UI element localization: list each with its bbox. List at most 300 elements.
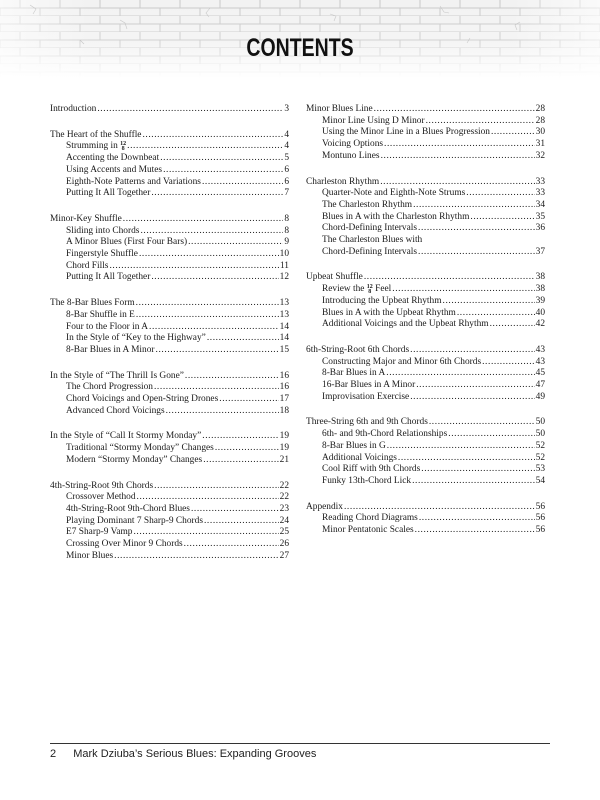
entry-text: Putting It All Together — [66, 188, 151, 199]
toc-page-number: 19 — [279, 431, 289, 442]
dot-leader — [466, 188, 534, 200]
entry-text: Montuno Lines — [322, 150, 380, 161]
dot-leader — [202, 431, 278, 443]
toc-page-number: 23 — [279, 503, 289, 514]
dot-leader — [203, 455, 278, 467]
dot-leader — [443, 296, 535, 308]
toc-page-number: 11 — [279, 260, 289, 271]
toc-page-number: 49 — [535, 391, 545, 402]
dot-leader — [151, 188, 283, 200]
toc-subentry[interactable] — [306, 380, 545, 392]
dot-leader — [166, 406, 279, 418]
dot-leader — [344, 502, 535, 514]
toc-page-number: 21 — [279, 454, 289, 465]
entry-text: 16-Bar Blues in A Minor — [322, 380, 416, 391]
toc-page-number: 27 — [279, 550, 289, 561]
entry-text: Fingerstyle Shuffle — [66, 249, 138, 260]
toc-chapter[interactable] — [306, 104, 545, 116]
toc-page-number: 4 — [284, 129, 289, 140]
toc-page-number: 9 — [284, 237, 289, 248]
dot-leader — [215, 443, 279, 455]
dot-leader — [416, 380, 534, 392]
toc-subentry[interactable] — [306, 319, 545, 331]
toc-chapter[interactable] — [306, 272, 545, 284]
toc-page-number: 24 — [279, 515, 289, 526]
dot-leader — [114, 551, 278, 563]
entry-text: Crossing Over Minor 9 Chords — [66, 539, 183, 550]
toc-page-number: 30 — [535, 127, 545, 138]
dot-leader — [139, 249, 279, 261]
dot-leader — [219, 394, 278, 406]
toc-section — [50, 214, 289, 284]
entry-text: Reading Chord Diagrams — [322, 513, 418, 524]
toc-page-number: 18 — [279, 405, 289, 416]
entry-text: Minor Blues — [66, 550, 114, 561]
toc-page-number: 8 — [284, 213, 289, 224]
toc-entry-title — [66, 406, 165, 418]
toc-subentry[interactable] — [306, 476, 545, 488]
toc-subentry[interactable] — [306, 188, 545, 200]
dot-leader — [470, 212, 534, 224]
toc-entry-title — [50, 481, 153, 493]
toc-entry-title — [66, 394, 218, 406]
dot-leader — [482, 357, 535, 369]
entry-text: Three-String 6th and 9th Chords — [306, 417, 428, 428]
toc-subentry[interactable] — [50, 153, 289, 165]
toc-entry-title — [322, 476, 411, 488]
dot-leader — [207, 333, 279, 345]
dot-leader — [412, 476, 535, 488]
toc-page-number: 26 — [279, 539, 289, 550]
toc-subentry[interactable] — [306, 392, 545, 404]
toc-subentry[interactable] — [50, 394, 289, 406]
toc-subentry[interactable] — [306, 296, 545, 308]
entry-text: Quarter-Note and Eighth-Note Strums — [322, 188, 466, 199]
toc-entry-title — [322, 188, 465, 200]
toc-subentry[interactable] — [50, 165, 289, 177]
footer-divider — [50, 743, 550, 744]
toc-page-number: 37 — [535, 246, 545, 257]
dot-leader — [109, 261, 279, 273]
toc-subentry[interactable] — [306, 212, 545, 224]
toc-page-number: 6 — [284, 176, 289, 187]
toc-entry-title — [322, 525, 414, 537]
entry-text: Chord Fills — [66, 260, 109, 271]
toc-section — [50, 298, 289, 357]
entry-text: In the Style of “Key to the Highway” — [66, 333, 206, 344]
toc-subentry[interactable] — [50, 527, 289, 539]
entry-text: Accenting the Downbeat — [66, 153, 160, 164]
toc-page-number: 53 — [535, 464, 545, 475]
dot-leader — [413, 200, 535, 212]
dot-leader — [163, 165, 283, 177]
toc-right-column — [306, 104, 545, 551]
toc-page-number: 13 — [279, 298, 289, 309]
dot-leader — [491, 127, 535, 139]
toc-entry-title — [306, 502, 343, 514]
dot-leader — [490, 319, 535, 331]
dot-leader — [156, 345, 279, 357]
entry-text: In the Style of “Call It Stormy Monday” — [50, 431, 202, 442]
toc-page-number: 36 — [535, 223, 545, 234]
toc-subentry[interactable] — [306, 525, 545, 537]
toc-section — [306, 345, 545, 404]
toc-page-number: 16 — [279, 382, 289, 393]
toc-subentry[interactable] — [50, 504, 289, 516]
dot-leader — [410, 392, 534, 404]
toc-subentry[interactable] — [306, 368, 545, 380]
toc-subentry[interactable] — [50, 539, 289, 551]
dot-leader — [136, 310, 279, 322]
toc-entry-title — [306, 104, 373, 116]
dot-leader — [387, 441, 535, 453]
toc-entry-title — [306, 345, 409, 357]
toc-entry-title: The Charleston Blues with — [322, 235, 423, 246]
toc-subentry[interactable] — [50, 443, 289, 455]
toc-entry-title — [50, 371, 184, 383]
toc-section — [306, 104, 545, 163]
toc-page-number: 13 — [279, 309, 289, 320]
entry-text: In the Style of “The Thrill Is Gone” — [50, 370, 184, 381]
toc-subentry[interactable] — [50, 177, 289, 189]
entry-text: Introducing the Upbeat Rhythm — [322, 295, 442, 306]
toc-chapter[interactable] — [50, 214, 289, 226]
entry-text: Voicing Options — [322, 139, 384, 150]
dot-leader — [419, 513, 535, 525]
toc-page-number: 40 — [535, 307, 545, 318]
entry-text: Putting It All Together — [66, 272, 151, 283]
toc-entry-title — [322, 357, 481, 369]
entry-text: Additional Voicings — [322, 452, 397, 463]
toc-entry-title — [66, 322, 148, 334]
dot-leader — [415, 525, 535, 537]
toc-section — [50, 431, 289, 466]
toc-page-number: 43 — [535, 344, 545, 355]
dot-leader — [364, 272, 535, 284]
entry-text: Charleston Rhythm — [306, 176, 380, 187]
toc-subentry[interactable] — [306, 151, 545, 163]
dot-leader — [457, 308, 535, 320]
toc-subentry[interactable] — [50, 455, 289, 467]
toc-page-number: 17 — [279, 394, 289, 405]
toc-entry-title — [306, 177, 379, 189]
toc-entry-title — [322, 464, 420, 476]
toc-section — [306, 272, 545, 331]
toc-subentry[interactable] — [50, 310, 289, 322]
toc-page-number: 22 — [279, 492, 289, 503]
entry-text: Blues in A with the Charleston Rhythm — [322, 211, 470, 222]
toc-entry-title — [66, 141, 126, 153]
entry-text: 8-Bar Blues in G — [322, 440, 386, 451]
toc-subentry[interactable] — [50, 345, 289, 357]
dot-leader — [184, 539, 279, 551]
toc-page-number: 38 — [535, 272, 545, 283]
entry-text: Playing Dominant 7 Sharp-9 Chords — [66, 515, 203, 526]
toc-chapter[interactable] — [306, 345, 545, 357]
toc-chapter[interactable] — [50, 431, 289, 443]
toc-page-number: 3 — [284, 104, 289, 114]
entry-text: 4th-String-Root 9th-Chord Blues — [66, 503, 190, 514]
dot-leader — [410, 345, 534, 357]
dot-leader — [191, 504, 279, 516]
toc-page-number: 25 — [279, 527, 289, 538]
toc-subentry[interactable] — [306, 116, 545, 128]
toc-chapter[interactable] — [50, 298, 289, 310]
toc-chapter[interactable] — [306, 417, 545, 429]
toc-page-number: 15 — [279, 344, 289, 355]
entry-text: The Chord Progression — [66, 382, 153, 393]
toc-subentry[interactable] — [50, 141, 289, 153]
entry-text: 4th-String-Root 9th Chords — [50, 480, 154, 491]
entry-text: Chord-Defining Intervals — [322, 223, 418, 234]
toc-chapter[interactable] — [306, 502, 545, 514]
entry-text: Chord-Defining Intervals — [322, 246, 418, 257]
toc-entry-title — [322, 212, 469, 224]
toc-entry-title — [66, 443, 214, 455]
toc-entry-title — [322, 308, 456, 320]
entry-text: Crossover Method — [66, 492, 136, 503]
toc-entry-title — [66, 177, 201, 189]
dot-leader — [202, 177, 283, 189]
toc-subentry[interactable] — [50, 382, 289, 394]
toc-entry-title — [322, 284, 391, 296]
dot-leader — [140, 226, 283, 238]
toc-subentry[interactable] — [50, 322, 289, 334]
entry-text: A Minor Blues (First Four Bars) — [66, 237, 188, 248]
toc-page-number: 45 — [535, 368, 545, 379]
entry-text: Cool Riff with 9th Chords — [322, 464, 421, 475]
entry-text: E7 Sharp-9 Vamp — [66, 527, 133, 538]
toc-page-number: 47 — [535, 380, 545, 391]
toc-entry-title — [50, 104, 96, 116]
toc-page-number: 8 — [284, 225, 289, 236]
toc-subentry[interactable] — [50, 261, 289, 273]
toc-entry-title — [322, 151, 380, 163]
toc-page-number: 56 — [535, 513, 545, 524]
toc-subentry[interactable] — [306, 441, 545, 453]
toc-entry-title — [322, 247, 417, 259]
toc-entry-title — [66, 345, 155, 357]
entry-text: Minor-Key Shuffle — [50, 213, 122, 224]
toc-page-number: 50 — [535, 429, 545, 440]
toc-section — [50, 371, 289, 418]
toc-subentry[interactable] — [50, 333, 289, 345]
toc-page-number: 52 — [535, 452, 545, 463]
toc-entry-title — [66, 165, 162, 177]
dot-leader — [160, 153, 283, 165]
entry-text: The 8-Bar Blues Form — [50, 298, 135, 309]
toc-entry-title — [322, 380, 415, 392]
toc-entry-title — [66, 249, 138, 261]
toc-page-number: 38 — [535, 284, 545, 295]
toc-subentry[interactable] — [50, 406, 289, 418]
dot-leader — [418, 223, 535, 235]
toc-subentry[interactable] — [50, 237, 289, 249]
entry-text: Introduction — [50, 104, 97, 114]
toc-page-number: 12 — [279, 272, 289, 283]
toc-page-number: 28 — [535, 115, 545, 126]
toc-entry-title — [66, 516, 203, 528]
toc-chapter[interactable] — [50, 371, 289, 383]
dot-leader — [380, 177, 534, 189]
toc-page-number: 6 — [284, 164, 289, 175]
toc-page-number: 33 — [535, 188, 545, 199]
toc-entry-title — [322, 200, 412, 212]
toc-entry-title — [66, 237, 187, 249]
toc-subentry[interactable] — [50, 516, 289, 528]
dot-leader — [123, 214, 284, 226]
time-signature-top: 12 — [366, 284, 373, 291]
dot-leader — [429, 417, 535, 429]
toc-subentry[interactable] — [306, 284, 545, 296]
toc-subentry[interactable] — [306, 200, 545, 212]
toc-entry-title — [50, 298, 135, 310]
toc-entry-title — [322, 319, 489, 331]
entry-text: Blues in A with the Upbeat Rhythm — [322, 307, 456, 318]
entry-text: Using the Minor Line in a Blues Progression — [322, 127, 490, 138]
dot-leader — [185, 371, 279, 383]
book-title: Mark Dziuba’s Serious Blues: Expanding Grooves — [73, 748, 317, 760]
toc-entry-title — [306, 417, 428, 429]
toc-subentry[interactable] — [306, 453, 545, 465]
toc-subentry[interactable] — [306, 223, 545, 235]
time-signature-bottom: 8 — [368, 289, 372, 296]
dot-leader — [137, 492, 279, 504]
dot-leader — [418, 247, 535, 259]
entry-text: Advanced Chord Voicings — [66, 405, 165, 416]
toc-entry-title — [66, 153, 159, 165]
entry-text: Appendix — [306, 501, 343, 512]
toc-entry-title — [322, 223, 417, 235]
entry-text: Minor Line Using D Minor — [322, 115, 425, 126]
page-number: 2 — [50, 748, 57, 760]
toc-page-number: 14 — [279, 333, 289, 344]
toc-entry-title — [66, 551, 113, 563]
toc-entry-title — [322, 429, 447, 441]
toc-chapter[interactable] — [50, 104, 289, 116]
dot-leader — [381, 151, 535, 163]
toc-page-number: 19 — [279, 443, 289, 454]
page-header — [0, 0, 600, 78]
entry-text: Modern “Stormy Monday” Changes — [66, 454, 203, 465]
toc-subentry[interactable] — [50, 272, 289, 284]
time-signature — [367, 285, 373, 295]
dot-leader — [384, 139, 535, 151]
toc-page-number: 10 — [279, 249, 289, 260]
toc-chapter[interactable] — [50, 481, 289, 493]
toc-entry-title — [66, 333, 206, 345]
toc-chapter[interactable] — [50, 130, 289, 142]
toc-section — [306, 177, 545, 259]
dot-leader — [97, 104, 283, 116]
toc-chapter[interactable] — [306, 177, 545, 189]
dot-leader — [188, 237, 283, 249]
page-footer — [50, 748, 316, 760]
toc-entry-title — [66, 382, 153, 394]
toc-entry-title — [66, 310, 135, 322]
toc-subentry[interactable] — [306, 464, 545, 476]
toc-page-number: 31 — [535, 139, 545, 150]
dot-leader — [136, 298, 279, 310]
entry-text: Strumming in — [66, 141, 118, 152]
entry-text: 8-Bar Blues in A Minor — [66, 344, 155, 355]
toc-entry-title — [322, 139, 383, 151]
toc-subentry[interactable] — [50, 551, 289, 563]
toc-page-number: 28 — [535, 104, 545, 114]
toc-subentry[interactable] — [306, 357, 545, 369]
toc-section — [306, 417, 545, 487]
dot-leader — [374, 104, 535, 116]
toc-entry-title — [66, 272, 150, 284]
dot-leader — [386, 368, 534, 380]
toc-page-number: 5 — [284, 153, 289, 164]
dot-leader — [154, 382, 279, 394]
entry-text: Chord Voicings and Open-String Drones — [66, 394, 219, 405]
toc-page-number: 56 — [535, 501, 545, 512]
toc-entry-title — [66, 539, 183, 551]
entry-text: Minor Pentatonic Scales — [322, 525, 414, 536]
toc-entry-title — [50, 214, 122, 226]
entry-text: Using Accents and Mutes — [66, 164, 163, 175]
toc-page-number: 54 — [535, 475, 545, 486]
toc-subentry[interactable] — [306, 127, 545, 139]
dot-leader — [204, 516, 279, 528]
entry-text: Review the — [322, 284, 365, 295]
toc-section — [306, 502, 545, 537]
toc-subentry[interactable] — [50, 492, 289, 504]
entry-text: The Charleston Rhythm — [322, 199, 413, 210]
toc-page-number: 35 — [535, 211, 545, 222]
toc-subentry[interactable] — [50, 188, 289, 200]
toc-entry-title — [322, 392, 409, 404]
entry-text-suffix: Feel — [375, 284, 392, 295]
toc-entry-title — [322, 513, 418, 525]
toc-subentry[interactable] — [306, 513, 545, 525]
entry-text: Eighth-Note Patterns and Variations — [66, 176, 201, 187]
dot-leader — [398, 453, 535, 465]
toc-subentry[interactable] — [306, 139, 545, 151]
toc-page-number: 52 — [535, 440, 545, 451]
toc-section — [50, 104, 289, 116]
toc-page-number: 56 — [535, 525, 545, 536]
toc-page-number: 39 — [535, 295, 545, 306]
toc-page-number: 34 — [535, 199, 545, 210]
toc-page-number: 43 — [535, 356, 545, 367]
dot-leader — [127, 141, 283, 153]
toc-entry-title — [322, 116, 425, 128]
toc-entry-title — [66, 504, 190, 516]
entry-text: 6th- and 9th-Chord Relationships — [322, 429, 448, 440]
toc-subentry[interactable] — [50, 226, 289, 238]
entry-text: Four to the Floor in A — [66, 321, 149, 332]
entry-text: Funky 13th-Chord Lick — [322, 475, 412, 486]
toc-subentry[interactable] — [306, 308, 545, 320]
toc-entry-title — [322, 453, 397, 465]
page-title: CONTENTS — [246, 34, 354, 62]
entry-text: Sliding into Chords — [66, 225, 140, 236]
toc-entry-title — [66, 226, 139, 238]
dot-leader — [426, 116, 535, 128]
toc-entry-title — [50, 130, 141, 142]
toc-subentry[interactable] — [306, 429, 545, 441]
toc-page-number: 16 — [279, 370, 289, 381]
dot-leader — [448, 429, 534, 441]
toc-subentry[interactable] — [50, 249, 289, 261]
entry-text: Improvisation Exercise — [322, 391, 410, 402]
dot-leader — [149, 322, 279, 334]
toc-subentry[interactable] — [306, 247, 545, 259]
toc-page-number: 32 — [535, 150, 545, 161]
